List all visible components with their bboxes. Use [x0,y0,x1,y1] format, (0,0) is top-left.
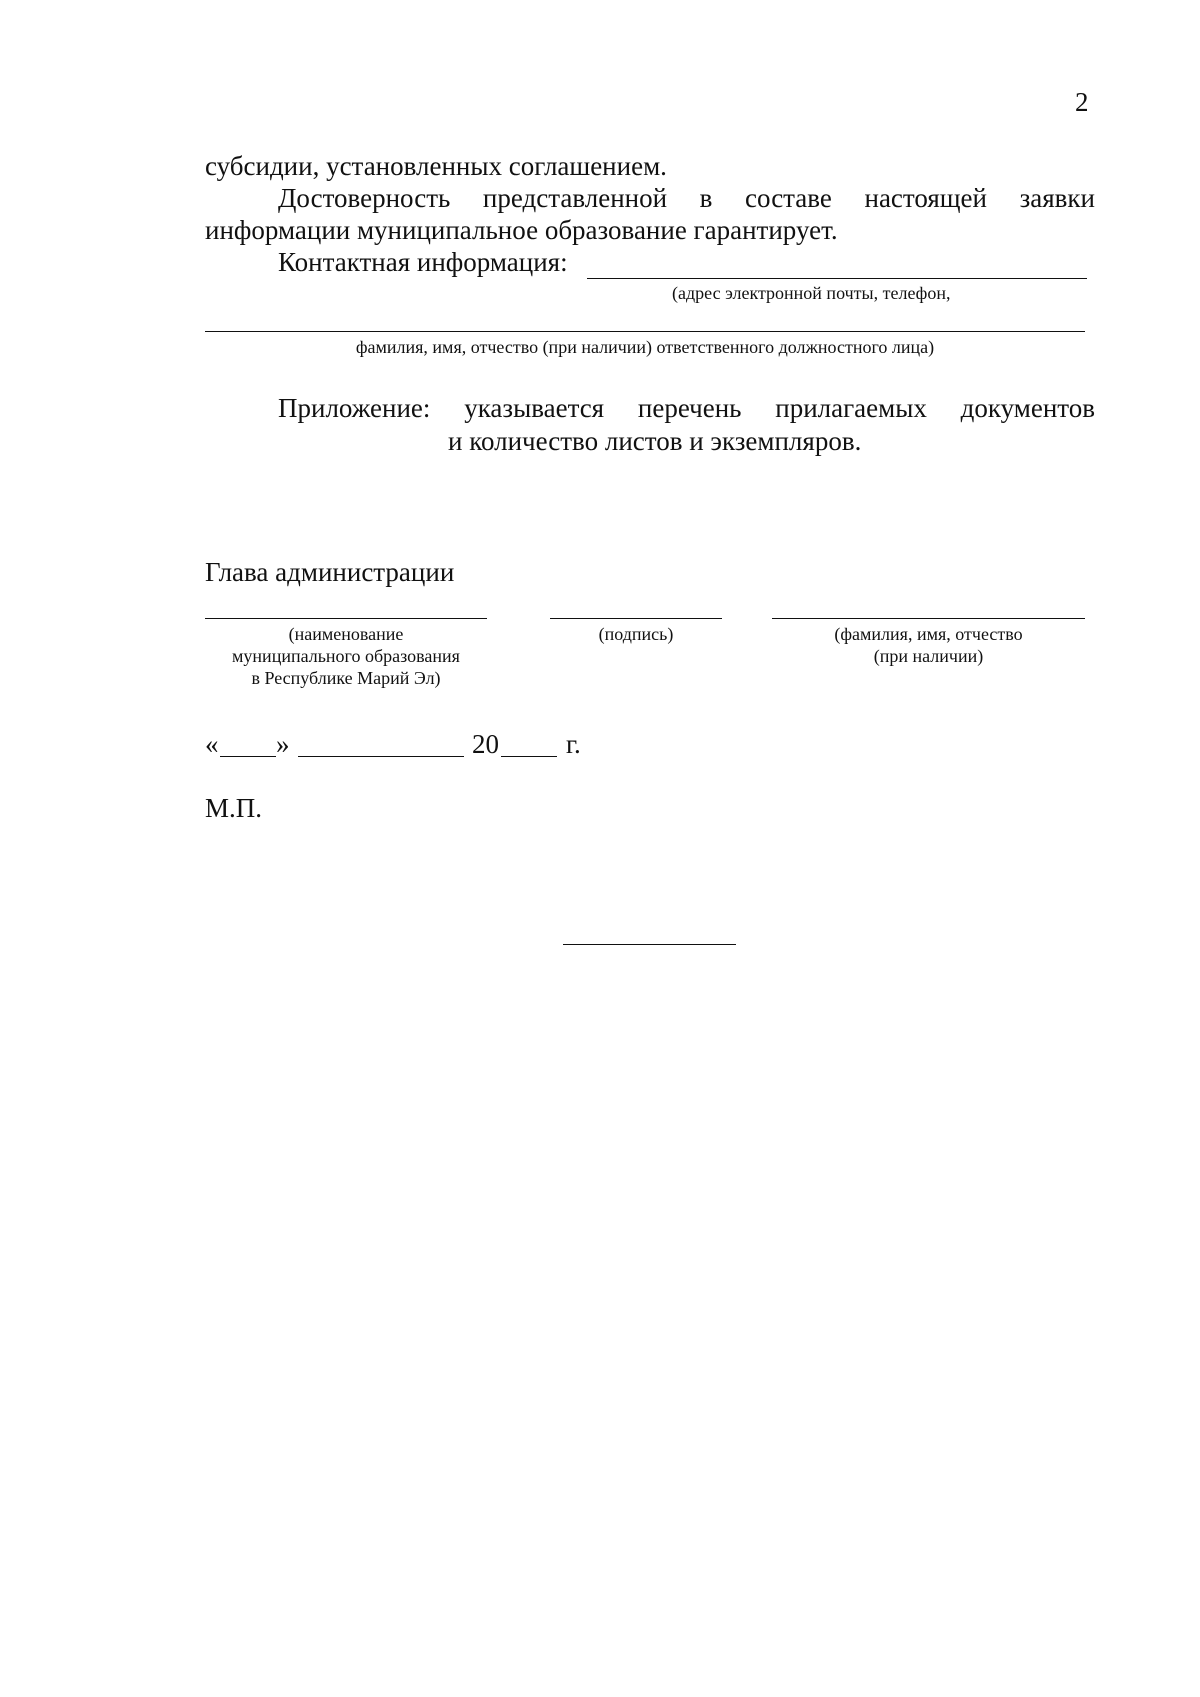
date-year-suffix: г. [566,729,581,759]
contact-label: Контактная информация: [278,247,568,277]
signature-fio-caption [772,623,1085,667]
body-line-2: Достоверность представленной в составе настоящей заявки [278,183,1095,213]
signature-sign-line[interactable] [550,618,722,619]
body-line-3: информации муниципальное образование гарантирует. [205,215,838,245]
contact-caption-1: (адрес электронной почты, телефон, [672,283,951,303]
date-open-quote: « [205,729,219,759]
signature-name-caption-1: (наименование [288,624,404,644]
signature-sign-caption: (подпись) [598,624,674,644]
date-day-line[interactable] [220,756,276,757]
date-year-line[interactable] [501,756,557,757]
date-year-prefix: 20 [472,729,499,759]
date-month-line[interactable] [298,756,464,757]
body-line-1: субсидии, установленных соглашением. [205,151,667,181]
page-number: 2 [1075,87,1089,117]
date-close-quote: » [276,729,290,759]
appendix-line-1: Приложение: указывается перечень прилагаемых документов [278,393,1095,423]
contact-line-2[interactable] [205,331,1085,332]
stamp-label: М.П. [205,793,263,823]
contact-line-1[interactable] [587,278,1087,279]
contact-caption-2: фамилия, имя, отчество (при наличии) ответственного должностного лица) [355,337,935,357]
signature-name-caption-2: муниципального образования [232,646,460,666]
closing-separator [563,944,736,945]
signature-fio-caption-2: (при наличии) [873,646,984,666]
appendix-line-2: и количество листов и экземпляров. [448,426,862,456]
signature-name-caption [205,623,487,689]
signature-name-line[interactable] [205,618,487,619]
signature-title: Глава администрации [205,557,455,587]
signature-name-caption-3: в Республике Марий Эл) [251,668,441,688]
signature-fio-line[interactable] [772,618,1085,619]
signature-fio-caption-1: (фамилия, имя, отчество [834,624,1023,644]
